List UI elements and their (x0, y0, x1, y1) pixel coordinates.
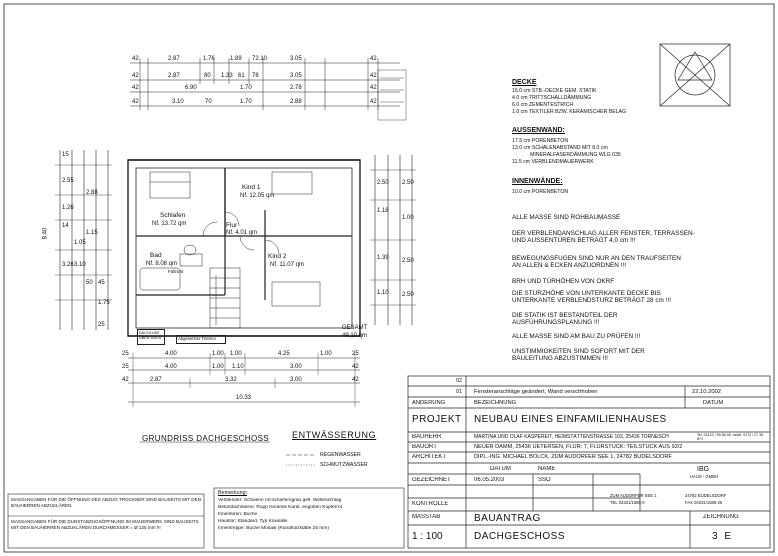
bauherr-tel: Tel. 04122 / 99 58 46, mobil: 0172 / 27 35 871 (697, 433, 764, 442)
note-item: BEWEGUNGSFUGEN SIND NUR AN DEN TRAUFSEITEN AN ALLEN & ECKEN ANZUORDNEN !!! (512, 255, 681, 270)
plan-title-2: DACHGESCHOSS (474, 531, 566, 542)
dim-label: 1.00 (212, 351, 224, 357)
dim-label: 1.33 (221, 73, 233, 79)
dim-label: 1.00 (320, 351, 332, 357)
aenderung-label: ÄNDERUNG (412, 400, 446, 406)
dim-label: 1.00 (402, 215, 414, 221)
room-area: Nf. 4.01 qm (226, 230, 258, 236)
zeichnung-label: ZEICHNUNG (703, 514, 739, 520)
room-name: Kind 2 (268, 253, 287, 260)
architekt-label: ARCHITEKT (412, 454, 447, 460)
spec-title: AUSSENWAND: (512, 127, 565, 134)
dim-label: 3.10 (172, 99, 184, 105)
spec-line: 11.5 cm VERBLENDMAUERWERK (512, 159, 594, 165)
dim-label: 2.87 (168, 73, 180, 79)
gesamt-label: GESAMT (342, 325, 368, 331)
note-item: DIE STURZHÖHE VON UNTERKANTE DECKE BIS UNTERKANTE VERBLENDSTURZ BETRÄGT 28 cm !!! (512, 290, 671, 305)
bemerkung-line: Haustür: Standard, Typ Kowalski (218, 519, 288, 524)
dim-label: 42 (370, 56, 377, 62)
dim-label: 2.88 (86, 190, 98, 196)
room-name: Flur (226, 222, 238, 229)
firm-tel: TEL 04331/1586-0 (610, 500, 645, 505)
rev-description: Fensteranschläge geändert, Wand verschhoben (474, 389, 598, 395)
dim-label: 42 (370, 85, 377, 91)
bemerkung-line: Verblender: Schwerin rot-schieferograu gefl. Wellenschlag (218, 498, 342, 503)
dim-label: 78 (252, 73, 259, 79)
dim-label: 25 (122, 351, 129, 357)
spec-line: MINERALFASERDÄMMUNG WLG 035 (530, 152, 621, 158)
dim-label: 1.10 (377, 290, 389, 296)
dim-label: 3.26 (62, 262, 74, 268)
massstab-value: 1 : 100 (412, 531, 443, 542)
dim-label: 3.00 (290, 364, 302, 370)
bemerkung-line: Betondachsteine: Rupp Keramik Karat, engoben Kupferrot (218, 505, 342, 510)
dim-label: 4.00 (165, 364, 177, 370)
massstab-label: MASSTAB (412, 514, 441, 520)
gezeichnet-label: GEZEICHNET (412, 477, 451, 483)
dim-label: 3.05 (290, 73, 302, 79)
spec-line: 4.0 cm TRITTSCHALLDÄMMUNG (512, 95, 592, 101)
dim-label: 1.70 (240, 99, 252, 105)
dim-label: 42 (122, 377, 129, 383)
gezeichnet-name: SSO (538, 477, 551, 483)
left-note-2: MASSANGABEN FÜR DIE DUNSTABZUGSÖFFNUNG IM MAUERWERK SIND BAUSEITS MIT DEN BAUHERREN ABZUKLÄREN DURCHMESSER = Ø 125 mm !!! (11, 519, 199, 530)
name-col-label: NAME (538, 466, 556, 472)
dim-label: 1.89 (230, 56, 242, 62)
dim-label: 3.00 (290, 377, 302, 383)
fallrohr-label: Fallrohr (168, 269, 184, 274)
dim-label: 1.70 (240, 85, 252, 91)
dim-label: 1.10 (232, 364, 244, 370)
firm-address-2: 24782 BÜDELSDORF (685, 493, 727, 498)
dim-label: 6.90 (185, 85, 197, 91)
dim-label: 2.50 (402, 292, 414, 298)
dim-label: 15 (62, 152, 69, 158)
spec-line: 13.0 cm SCHALENABSTAND MIT 8.0 cm (512, 145, 608, 151)
bauort-value: NEUER DAMM, 25436 UETERSEN, FLUR: 7, FLURSTÜCK: TEILSTÜCK AUS 92/2 (474, 444, 683, 450)
rev-number: 01 (456, 389, 462, 395)
room-area: Nf. 8.08 qm (146, 261, 178, 267)
spec-line: 6.0 cm ZEMENTESTRICH (512, 102, 574, 108)
dim-label: 2.78 (290, 85, 302, 91)
note-item: DIE STATIK IST BESTANDTEIL DER AUSFÜHRUNGSPLANUNG !!! (512, 312, 618, 327)
datum-col-label: DATUM (490, 466, 511, 472)
rev-date: 22.10.2002 (692, 389, 722, 395)
abgesetzt-label: Abgesetzter Thermo (178, 336, 216, 341)
dim-label: 4.00 (165, 351, 177, 357)
gesamt-value: 49,10 qm (342, 333, 368, 339)
dim-label: 2.50 (377, 180, 389, 186)
dachluke-box (137, 329, 165, 345)
spec-line: 16.0 cm STB.-DECKE GEM. STATIK (512, 88, 597, 94)
dim-label: 1.00 (230, 351, 242, 357)
note-item: DER VERBLENDANSCHLAG ALLER FENSTER, TERRASSEN- UND AUSSENTÜREN BETRÄGT 4,0 cm !!! (512, 230, 695, 245)
dim-label: 42 (132, 56, 139, 62)
entwaesserung-title: ENTWÄSSERUNG (292, 430, 377, 440)
dim-label: 2.50 (402, 258, 414, 264)
firm-subtitle: HAUS - GMBH (690, 474, 718, 479)
zeichnung-value: 3 E (712, 531, 734, 542)
note-item: BRH UND TÜRHÖHEN VON OKRF (512, 278, 615, 285)
firm-address-1: ZUM AUDORFER SEE 1 (610, 493, 657, 498)
spec-line: 17.5 cm PORENBETON (512, 138, 569, 144)
dim-label: 25 (98, 322, 105, 328)
note-item: ALLE MASSE SIND AM BAU ZU PRÜFEN !!! (512, 333, 641, 340)
note-item: UNSTIMMIGKEITEN SIND SOFORT MIT DER BAULEITUNG ABZUSTIMMEN !!! (512, 348, 645, 363)
dim-label: 42 (132, 85, 139, 91)
dim-label: 1.75 (98, 300, 110, 306)
dim-label: 1.26 (62, 205, 74, 211)
bemerkung-line: Innentreppe: Buche Mosaik (Rundholzstäbe 25 mm) (218, 526, 329, 531)
dim-label: 1.05 (74, 240, 86, 246)
dim-label: 42 (132, 99, 139, 105)
room-area: Nf. 11.07 qm (270, 262, 304, 268)
dim-label: 2.87 (150, 377, 162, 383)
room-name: Kind 1 (242, 184, 261, 191)
dim-label: 4.25 (278, 351, 290, 357)
schmutzwasser-label: SCHMUTZWASSER (320, 462, 368, 468)
dim-label: 25 (122, 364, 129, 370)
bemerkung-title: Bemerkung: (218, 490, 248, 496)
dachluke-label: DACHLUKE ÜBER DACH (139, 331, 162, 340)
spec-title: INNENWÄNDE: (512, 178, 563, 185)
dim-label: 50 (86, 280, 93, 286)
note-item: ALLE MASSE SIND ROHBAUMASSE (512, 214, 621, 221)
dim-label: 2.55 (62, 178, 74, 184)
dim-label: 42 (132, 73, 139, 79)
room-area: Nf. 12.05 qm (240, 193, 275, 199)
abgesetzt-box (176, 335, 226, 344)
dim-label: 1.00 (212, 364, 224, 370)
room-name: Bad (150, 252, 162, 259)
dim-label: 1.15 (86, 230, 98, 236)
datum-label: DATUM (703, 400, 724, 406)
bezeichnung-label: BEZEICHNUNG (474, 400, 517, 406)
gezeichnet-date: 06.05.2003 (474, 477, 505, 483)
room-name: Schlafen (160, 212, 186, 219)
kontrolle-label: KONTROLLE (412, 501, 449, 507)
firm-name: IBG (697, 466, 710, 473)
spec-title: DECKE (512, 79, 537, 86)
plan-title-1: BAUANTRAG (474, 513, 541, 524)
architekt-value: DIPL.-ING. MICHAEL BÖLCK, ZUM AUDORFER SEE 1, 24782 BÜDELSDORF (474, 454, 672, 460)
bauherr-label: BAUHERR (412, 434, 442, 440)
spec-line: 10.0 cm PORENBETON (512, 189, 569, 195)
dim-label: 14 (62, 223, 69, 229)
room-area: Nf. 13.72 qm (152, 221, 187, 227)
projekt-name: NEUBAU EINES EINFAMILIENHAUSES (474, 414, 667, 425)
dim-label: 1.76 (203, 56, 215, 62)
dim-label: 25 (352, 351, 359, 357)
dim-label: 2.50 (402, 180, 414, 186)
dim-label: 70 (205, 99, 212, 105)
regenwasser-label: REGENWASSER (320, 452, 361, 458)
dim-label: 3.32 (225, 377, 237, 383)
dim-label: 3.05 (290, 56, 302, 62)
left-note-1: MASSANGABEN FÜR DIE ÖFFNUNG DES ABZUG TROCKNER SIND BAUSEITS MIT DEN BAUHERREN ABZUKLÄREN (11, 497, 201, 508)
projekt-label: PROJEKT (412, 414, 462, 425)
bauort-label: BAUORT (412, 444, 437, 450)
dim-label: 42 (370, 73, 377, 79)
dim-label: 42 (352, 377, 359, 383)
dim-label: 61 (238, 73, 245, 79)
dim-label: 42 (352, 364, 359, 370)
rev-number: 02 (456, 378, 462, 384)
dim-label: 2.87 (168, 56, 180, 62)
dim-label: 1.18 (377, 208, 389, 214)
dim-label: 2.88 (290, 99, 302, 105)
dim-label: 80 (204, 73, 211, 79)
firm-fax: FAX 04331/1586-25 (685, 500, 723, 505)
dim-label: 42 (370, 99, 377, 105)
dim-label: 8.40 (42, 227, 49, 240)
dim-label: 3.10 (74, 262, 86, 268)
bemerkung-line: Innentüren: Buche (218, 512, 258, 517)
dim-total: 10.33 (236, 395, 252, 401)
grundriss-title: GRUNDRISS DACHGESCHOSS (142, 434, 270, 443)
dim-label: 72.10 (252, 56, 268, 62)
spec-line: 1.0 cm TEXTILER BZW. KERAMISCHER BELAG (512, 109, 627, 115)
dim-label: 1.39 (377, 255, 389, 261)
dim-label: 45 (98, 280, 105, 286)
bauherr-value: MARTINA UND OLAF KASPEREIT, HEIMSTÄTTENSTRASSE 103, 25436 TORNESCH (474, 434, 669, 440)
